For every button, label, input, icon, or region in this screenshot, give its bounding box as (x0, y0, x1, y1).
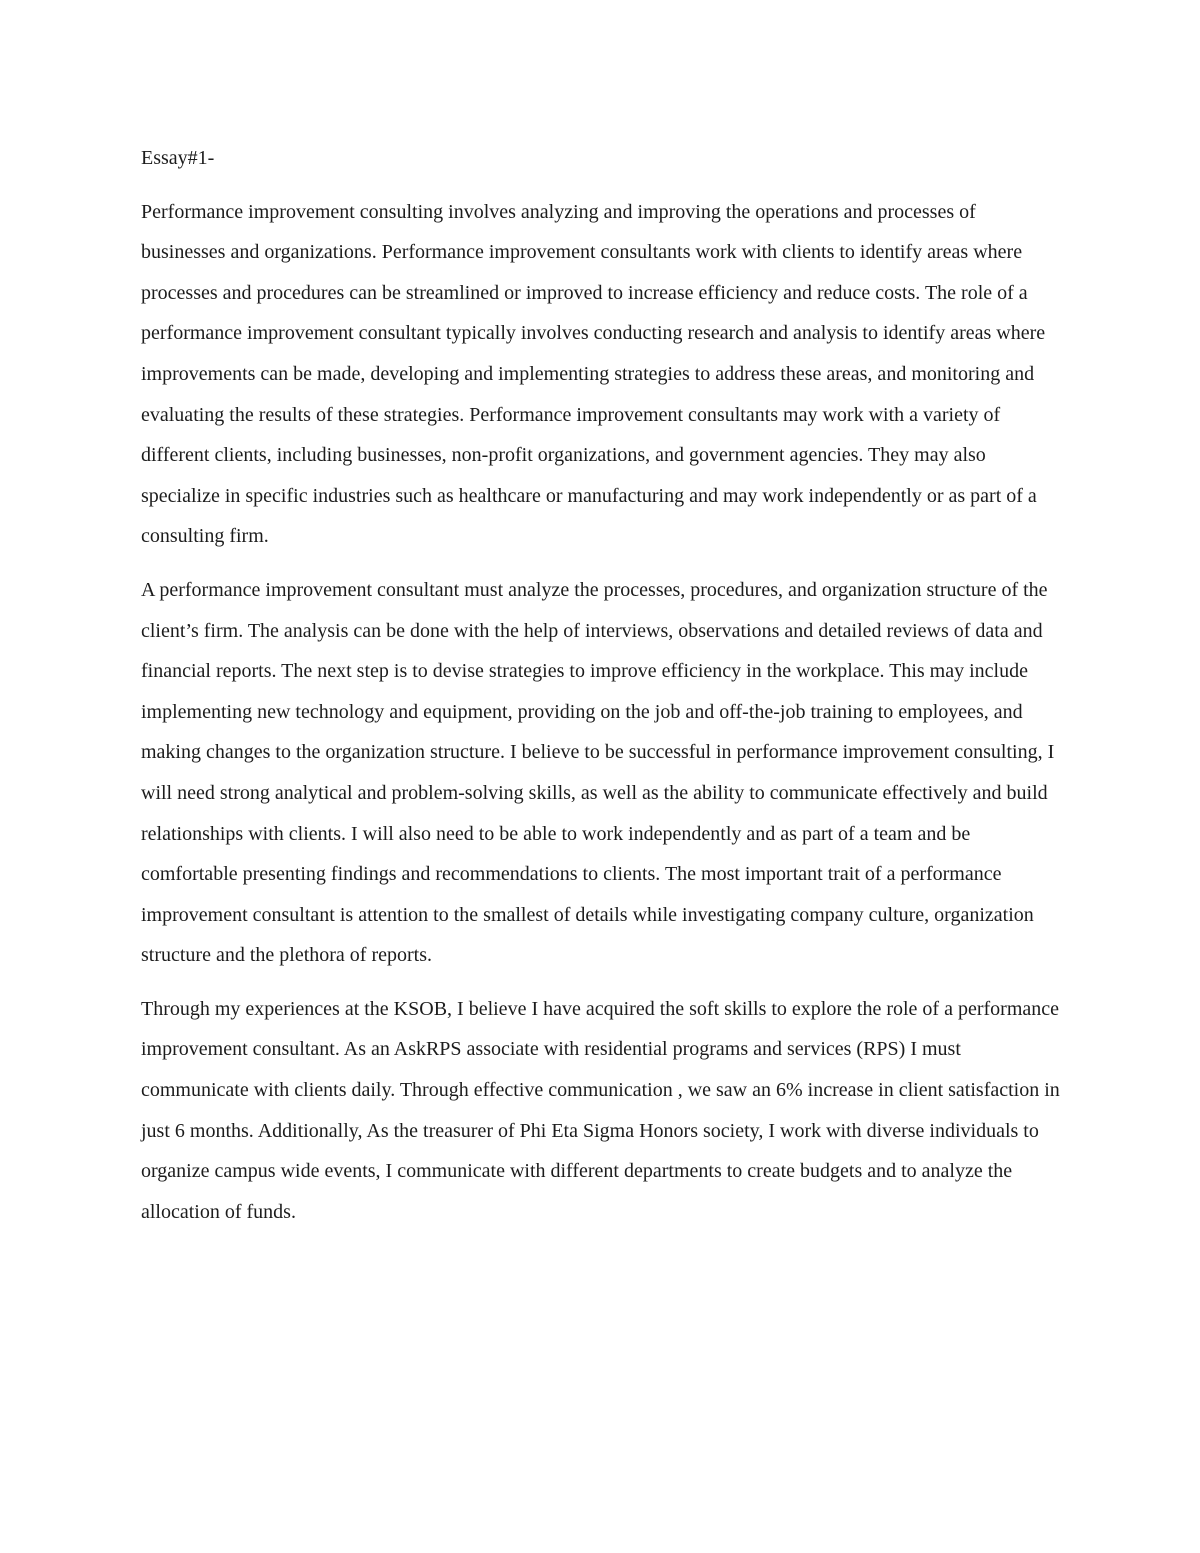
paragraph-3: Through my experiences at the KSOB, I believe I have acquired the soft skills to explore the role of a performance improvement consultant. As an AskRPS associate with residential programs and services (RPS) I must communicate with clients daily. Through effective communication , we saw an 6% increase in client satisfaction in just 6 months. Additionally, As the treasurer of Phi Eta Sigma Honors society, I work with diverse individuals to organize campus wide events, I communicate with different departments to create budgets and to analyze the allocation of funds. (141, 997, 1060, 1223)
paragraph-2: A performance improvement consultant must analyze the processes, procedures, and organization structure of the client’s firm. The analysis can be done with the help of interviews, observations and detailed reviews of data and financial reports. The next step is to devise strategies to improve efficiency in the workplace. This may include implementing new technology and equipment, providing on the job and off-the-job training to employees, and making changes to the organization structure. I believe to be successful in performance improvement consulting, I will need strong analytical and problem-solving skills, as well as the ability to communicate effectively and build relationships with clients. I will also need to be able to work independently and as part of a team and be comfortable presenting findings and recommendations to clients. The most important trait of a performance improvement consultant is attention to the smallest of details while investigating company culture, organization structure and the plethora of reports. (141, 578, 1055, 967)
essay-title: Essay#1- (141, 147, 215, 169)
document-body (141, 138, 1061, 1245)
paragraph-1: Performance improvement consulting involves analyzing and improving the operations and processes of businesses and organizations. Performance improvement consultants work with clients to identify areas where processes and procedures can be streamlined or improved to increase efficiency and reduce costs. The role of a performance improvement consultant typically involves conducting research and analysis to identify areas where improvements can be made, developing and implementing strategies to address these areas, and monitoring and evaluating the results of these strategies. Performance improvement consultants may work with a variety of different clients, including businesses, non-profit organizations, and government agencies. They may also specialize in specific industries such as healthcare or manufacturing and may work independently or as part of a consulting firm. (141, 200, 1046, 548)
